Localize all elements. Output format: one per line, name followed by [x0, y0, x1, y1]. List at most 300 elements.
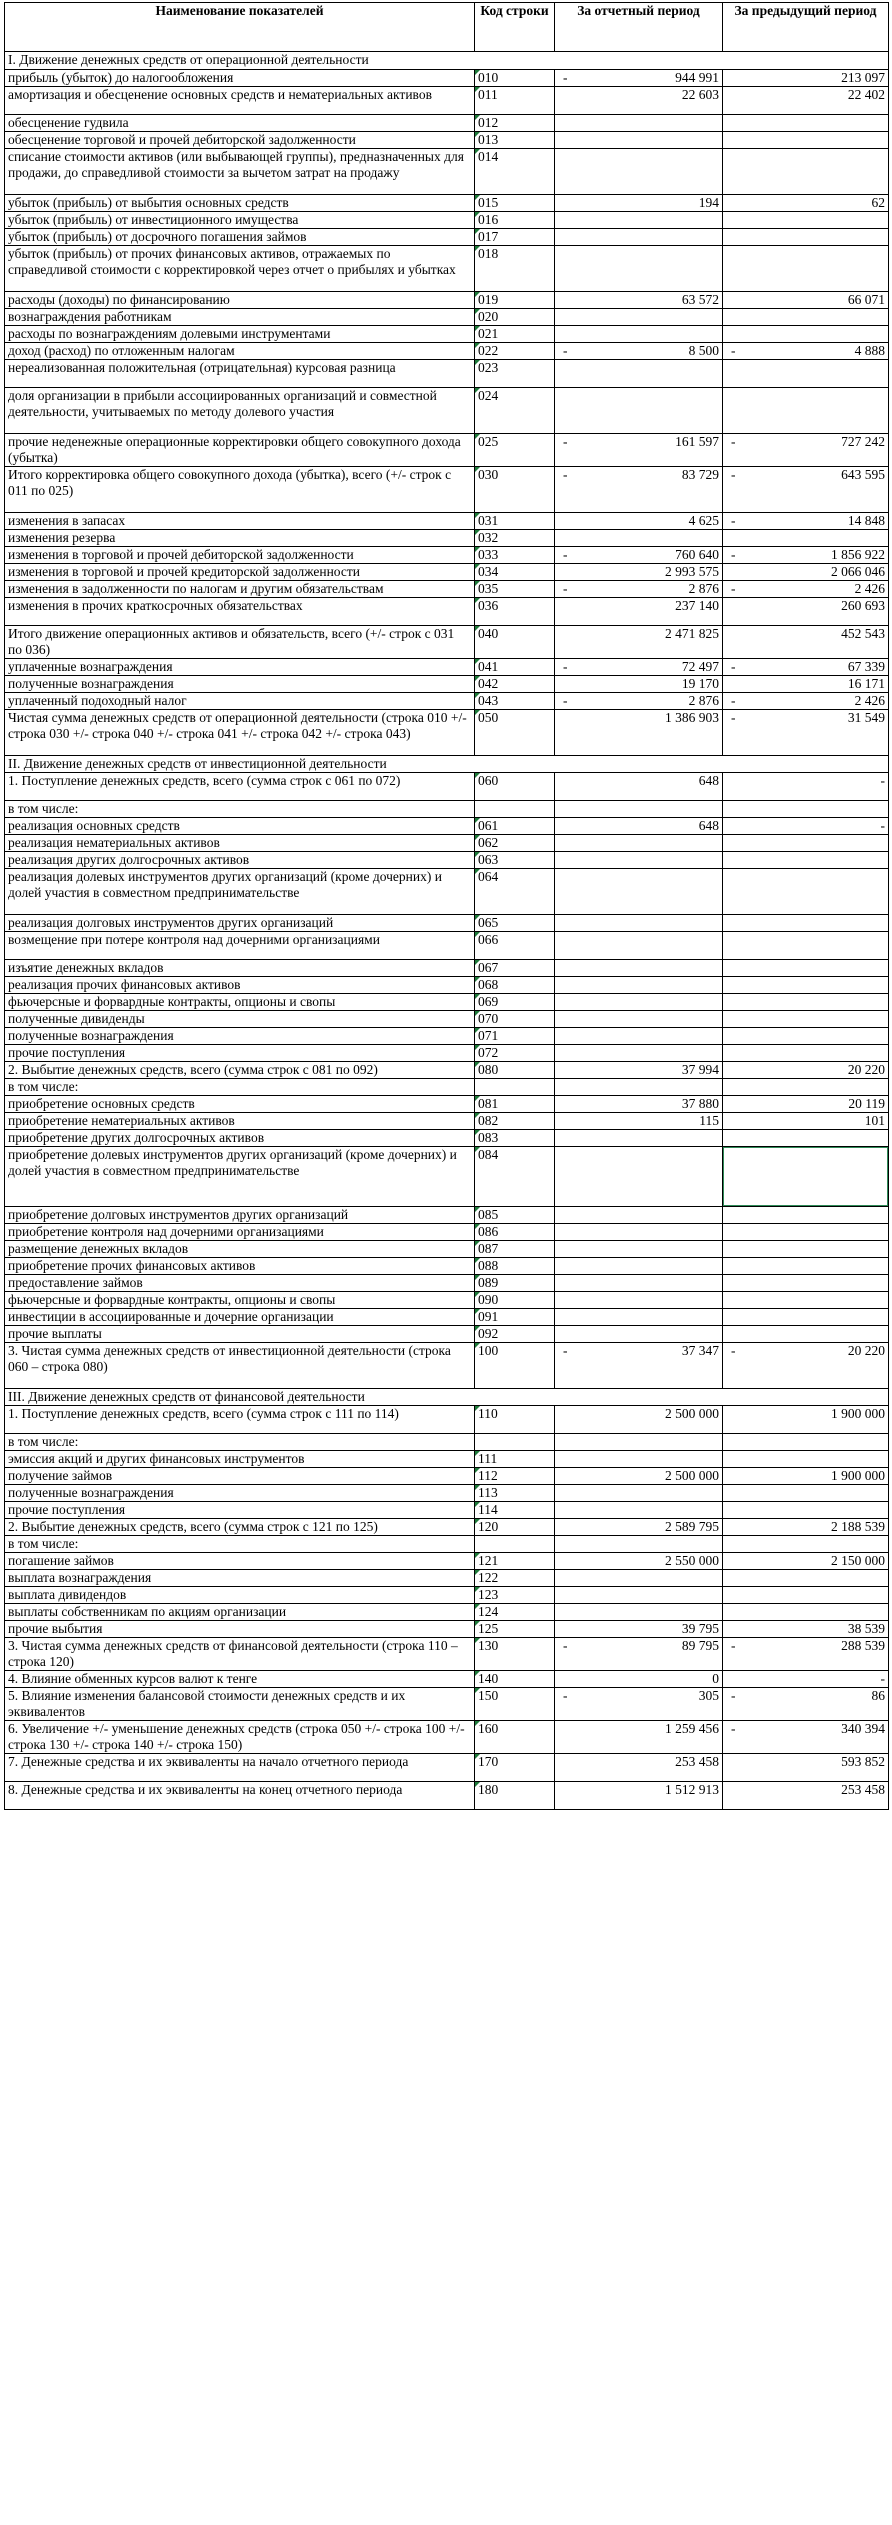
row-code: 121 [475, 1553, 555, 1570]
table-row [5, 581, 889, 598]
current-period-cell [555, 1343, 723, 1389]
previous-period-cell [723, 1604, 889, 1621]
row-name: 2. Выбытие денежных средств, всего (сумма строк с 081 по 092) [5, 1062, 475, 1079]
row-code: 063 [475, 852, 555, 869]
table-row [5, 309, 889, 326]
current-period-cell [555, 915, 723, 932]
previous-period-cell [723, 994, 889, 1011]
table-row [5, 1147, 889, 1207]
row-name: Итого корректировка общего совокупного дохода (убытка), всего (+/- строк с 011 по 025) [5, 467, 475, 513]
current-period-cell [555, 1130, 723, 1147]
amount-value: 0 [712, 1671, 719, 1686]
amount-value: 39 795 [681, 1621, 719, 1636]
row-name: 2. Выбытие денежных средств, всего (сумма строк с 121 по 125) [5, 1519, 475, 1536]
table-row [5, 1113, 889, 1130]
previous-period-cell [723, 1062, 889, 1079]
previous-period-cell [723, 115, 889, 132]
row-name: фьючерсные и форвардные контракты, опционы и свопы [5, 1292, 475, 1309]
row-name: реализация долевых инструментов других организаций (кроме дочерних) и долей участия в совместном предпринимательстве [5, 869, 475, 915]
current-period-cell [555, 132, 723, 149]
previous-period-cell [723, 388, 889, 434]
row-code: 012 [475, 115, 555, 132]
amount-value: 648 [698, 773, 719, 788]
row-code: 110 [475, 1406, 555, 1434]
previous-period-cell [723, 1671, 889, 1688]
previous-period-cell [723, 564, 889, 581]
negative-sign: - [563, 434, 568, 449]
current-period-cell [555, 960, 723, 977]
table-row [5, 1671, 889, 1688]
current-period-cell [555, 513, 723, 530]
amount-value: 194 [698, 195, 719, 210]
amount-value: 253 458 [675, 1754, 719, 1769]
current-period-cell [555, 1688, 723, 1721]
current-period-cell [555, 530, 723, 547]
previous-period-cell [723, 292, 889, 309]
row-code: 070 [475, 1011, 555, 1028]
current-period-cell [555, 1782, 723, 1810]
row-code: 180 [475, 1782, 555, 1810]
current-period-cell [555, 1258, 723, 1275]
current-period-cell [555, 467, 723, 513]
table-row [5, 1688, 889, 1721]
row-name: Итого движение операционных активов и обязательств, всего (+/- строк с 031 по 036) [5, 626, 475, 659]
previous-period-cell [723, 710, 889, 756]
table-row [5, 915, 889, 932]
table-row [5, 1754, 889, 1782]
table-row [5, 212, 889, 229]
table-row [5, 960, 889, 977]
row-name: изменения в торговой и прочей кредиторской задолженности [5, 564, 475, 581]
amount-value: - [880, 773, 885, 788]
header-previous: За предыдущий период [723, 3, 889, 52]
table-row [5, 1451, 889, 1468]
amount-value: 20 220 [847, 1062, 885, 1077]
current-period-cell [555, 229, 723, 246]
amount-value: 22 603 [681, 87, 719, 102]
row-code: 124 [475, 1604, 555, 1621]
current-period-cell [555, 1638, 723, 1671]
row-code: 083 [475, 1130, 555, 1147]
current-period-cell [555, 676, 723, 693]
row-name: изменения в прочих краткосрочных обязательствах [5, 598, 475, 626]
current-period-cell [555, 115, 723, 132]
header-name: Наименование показателей [5, 3, 475, 52]
row-code: 036 [475, 598, 555, 626]
negative-sign: - [731, 1343, 736, 1358]
table-row [5, 1292, 889, 1309]
row-code: 034 [475, 564, 555, 581]
row-code: 025 [475, 434, 555, 467]
previous-period-cell [723, 1147, 889, 1207]
previous-period-cell [723, 676, 889, 693]
negative-sign: - [731, 581, 736, 596]
table-row [5, 513, 889, 530]
row-name: изменения резерва [5, 530, 475, 547]
current-period-cell [555, 434, 723, 467]
current-period-cell [555, 710, 723, 756]
negative-sign: - [563, 659, 568, 674]
previous-period-cell [723, 1782, 889, 1810]
row-code: 060 [475, 773, 555, 801]
amount-value: 253 458 [841, 1782, 885, 1797]
previous-period-cell [723, 818, 889, 835]
amount-value: - [880, 1671, 885, 1686]
row-name: приобретение нематериальных активов [5, 1113, 475, 1130]
current-period-cell [555, 1468, 723, 1485]
row-code: 084 [475, 1147, 555, 1207]
table-row [5, 229, 889, 246]
previous-period-cell [723, 932, 889, 960]
table-row [5, 869, 889, 915]
amount-value: 2 993 575 [665, 564, 719, 579]
previous-period-cell [723, 547, 889, 564]
previous-period-cell [723, 87, 889, 115]
row-name: доход (расход) по отложенным налогам [5, 343, 475, 360]
row-name: полученные дивиденды [5, 1011, 475, 1028]
negative-sign: - [731, 513, 736, 528]
previous-period-cell [723, 801, 889, 818]
previous-period-cell [723, 1309, 889, 1326]
row-code: 085 [475, 1207, 555, 1224]
previous-period-cell [723, 1638, 889, 1671]
row-code [475, 1434, 555, 1451]
row-name: уплаченные вознаграждения [5, 659, 475, 676]
row-name: изменения в торговой и прочей дебиторской задолженности [5, 547, 475, 564]
row-code: 089 [475, 1275, 555, 1292]
previous-period-cell [723, 195, 889, 212]
row-name: полученные вознаграждения [5, 676, 475, 693]
row-name: доля организации в прибыли ассоциированных организаций и совместной деятельности, учитываемых по методу долевого участия [5, 388, 475, 434]
amount-value: 1 900 000 [831, 1468, 885, 1483]
current-period-cell [555, 1434, 723, 1451]
table-row [5, 626, 889, 659]
table-row [5, 1045, 889, 1062]
amount-value: 2 188 539 [831, 1519, 885, 1534]
row-name: убыток (прибыль) от досрочного погашения займов [5, 229, 475, 246]
row-code: 019 [475, 292, 555, 309]
previous-period-cell [723, 467, 889, 513]
row-code: 111 [475, 1451, 555, 1468]
previous-period-cell [723, 1406, 889, 1434]
table-row [5, 932, 889, 960]
amount-value: 37 994 [681, 1062, 719, 1077]
row-name: прибыль (убыток) до налогообложения [5, 70, 475, 87]
previous-period-cell [723, 835, 889, 852]
current-period-cell [555, 547, 723, 564]
current-period-cell [555, 1309, 723, 1326]
row-code: 170 [475, 1754, 555, 1782]
current-period-cell [555, 1451, 723, 1468]
current-period-cell [555, 87, 723, 115]
current-period-cell [555, 1754, 723, 1782]
row-name: Чистая сумма денежных средств от операционной деятельности (строка 010 +/- строка 030 +/- строка 040 +/- строка 041 +/- строка 042 +/- строка 043) [5, 710, 475, 756]
row-name: фьючерсные и форвардные контракты, опционы и свопы [5, 994, 475, 1011]
table-row [5, 115, 889, 132]
table-row [5, 1309, 889, 1326]
table-row [5, 434, 889, 467]
row-name: в том числе: [5, 1434, 475, 1451]
table-row [5, 360, 889, 388]
current-period-cell [555, 773, 723, 801]
current-period-cell [555, 212, 723, 229]
amount-value: 38 539 [847, 1621, 885, 1636]
table-row [5, 70, 889, 87]
row-name: выплата дивидендов [5, 1587, 475, 1604]
current-period-cell [555, 149, 723, 195]
row-code: 066 [475, 932, 555, 960]
table-row [5, 1275, 889, 1292]
row-code: 123 [475, 1587, 555, 1604]
row-name: прочие выбытия [5, 1621, 475, 1638]
previous-period-cell [723, 212, 889, 229]
table-row [5, 676, 889, 693]
row-name: 3. Чистая сумма денежных средств от инвестиционной деятельности (строка 060 – строка 080) [5, 1343, 475, 1389]
previous-period-cell [723, 149, 889, 195]
negative-sign: - [563, 693, 568, 708]
previous-period-cell [723, 1451, 889, 1468]
row-code: 033 [475, 547, 555, 564]
amount-value: 31 549 [847, 710, 885, 725]
previous-period-cell [723, 530, 889, 547]
row-code: 043 [475, 693, 555, 710]
row-code: 091 [475, 1309, 555, 1326]
negative-sign: - [563, 581, 568, 596]
negative-sign: - [731, 659, 736, 674]
current-period-cell [555, 1485, 723, 1502]
row-code: 011 [475, 87, 555, 115]
table-row [5, 132, 889, 149]
amount-value: 72 497 [681, 659, 719, 674]
amount-value: 1 259 456 [665, 1721, 719, 1736]
row-name: обесценение гудвила [5, 115, 475, 132]
table-row [5, 1224, 889, 1241]
amount-value: 22 402 [847, 87, 885, 102]
row-name: 7. Денежные средства и их эквиваленты на начало отчетного периода [5, 1754, 475, 1782]
row-code: 150 [475, 1688, 555, 1721]
table-row [5, 1343, 889, 1389]
amount-value: 2 471 825 [665, 626, 719, 641]
negative-sign: - [731, 1688, 736, 1703]
previous-period-cell [723, 132, 889, 149]
row-name: реализация долговых инструментов других организаций [5, 915, 475, 932]
row-name: приобретение долговых инструментов других организаций [5, 1207, 475, 1224]
table-row [5, 343, 889, 360]
header-current: За отчетный период [555, 3, 723, 52]
current-period-cell [555, 388, 723, 434]
table-row [5, 1782, 889, 1810]
amount-value: 37 880 [681, 1096, 719, 1111]
current-period-cell [555, 659, 723, 676]
previous-period-cell [723, 360, 889, 388]
table-row [5, 292, 889, 309]
row-code: 014 [475, 149, 555, 195]
previous-period-cell [723, 1113, 889, 1130]
table-row [5, 1130, 889, 1147]
current-period-cell [555, 852, 723, 869]
current-period-cell [555, 994, 723, 1011]
row-name: изменения в запасах [5, 513, 475, 530]
row-code: 086 [475, 1224, 555, 1241]
current-period-cell [555, 1406, 723, 1434]
row-code: 010 [475, 70, 555, 87]
table-row [5, 1028, 889, 1045]
amount-value: 2 066 046 [831, 564, 885, 579]
row-code: 114 [475, 1502, 555, 1519]
row-code [475, 801, 555, 818]
row-code: 041 [475, 659, 555, 676]
row-name: прочие выплаты [5, 1326, 475, 1343]
amount-value: 37 347 [681, 1343, 719, 1358]
amount-value: 66 071 [847, 292, 885, 307]
row-code: 050 [475, 710, 555, 756]
previous-period-cell [723, 343, 889, 360]
current-period-cell [555, 1553, 723, 1570]
amount-value: 8 500 [688, 343, 719, 358]
table-row [5, 659, 889, 676]
row-name: полученные вознаграждения [5, 1028, 475, 1045]
header-code: Код строки [475, 3, 555, 52]
amount-value: 340 394 [841, 1721, 885, 1736]
previous-period-cell [723, 1292, 889, 1309]
current-period-cell [555, 1275, 723, 1292]
table-row [5, 1241, 889, 1258]
current-period-cell [555, 1207, 723, 1224]
row-code: 018 [475, 246, 555, 292]
negative-sign: - [731, 547, 736, 562]
table-row [5, 1096, 889, 1113]
table-row [5, 1553, 889, 1570]
table-row [5, 773, 889, 801]
row-name: уплаченный подоходный налог [5, 693, 475, 710]
row-name: приобретение основных средств [5, 1096, 475, 1113]
amount-value: 213 097 [841, 70, 885, 85]
amount-value: 260 693 [841, 598, 885, 613]
amount-value: 237 140 [675, 598, 719, 613]
previous-period-cell [723, 1275, 889, 1292]
row-code: 130 [475, 1638, 555, 1671]
row-name: обесценение торговой и прочей дебиторской задолженности [5, 132, 475, 149]
amount-value: 643 595 [841, 467, 885, 482]
row-code: 080 [475, 1062, 555, 1079]
row-code: 064 [475, 869, 555, 915]
current-period-cell [555, 1045, 723, 1062]
current-period-cell [555, 626, 723, 659]
previous-period-cell [723, 977, 889, 994]
row-code [475, 1079, 555, 1096]
amount-value: 161 597 [675, 434, 719, 449]
amount-value: 1 900 000 [831, 1406, 885, 1421]
row-name: погашение займов [5, 1553, 475, 1570]
row-name: 3. Чистая сумма денежных средств от финансовой деятельности (строка 110 – строка 120) [5, 1638, 475, 1671]
row-name: убыток (прибыль) от прочих финансовых активов, отражаемых по справедливой стоимости с корректировкой через отчет о прибылях и убытках [5, 246, 475, 292]
row-name: убыток (прибыль) от инвестиционного имущества [5, 212, 475, 229]
row-name: 1. Поступление денежных средств, всего (сумма строк с 111 по 114) [5, 1406, 475, 1434]
current-period-cell [555, 1502, 723, 1519]
current-period-cell [555, 246, 723, 292]
table-row [5, 1326, 889, 1343]
table-row [5, 1638, 889, 1671]
table-row [5, 852, 889, 869]
row-code: 120 [475, 1519, 555, 1536]
previous-period-cell [723, 1011, 889, 1028]
previous-period-cell [723, 1721, 889, 1754]
current-period-cell [555, 1113, 723, 1130]
amount-value: 2 550 000 [665, 1553, 719, 1568]
amount-value: 648 [698, 818, 719, 833]
negative-sign: - [731, 467, 736, 482]
amount-value: 2 876 [688, 693, 719, 708]
current-period-cell [555, 1292, 723, 1309]
previous-period-cell [723, 1502, 889, 1519]
previous-period-cell [723, 1587, 889, 1604]
row-name: изменения в задолженности по налогам и другим обязательствам [5, 581, 475, 598]
current-period-cell [555, 1062, 723, 1079]
row-name: выплата вознаграждения [5, 1570, 475, 1587]
previous-period-cell [723, 434, 889, 467]
current-period-cell [555, 70, 723, 87]
negative-sign: - [563, 1638, 568, 1653]
table-row [5, 835, 889, 852]
current-period-cell [555, 1224, 723, 1241]
previous-period-cell [723, 869, 889, 915]
previous-period-cell [723, 1241, 889, 1258]
row-code: 125 [475, 1621, 555, 1638]
amount-value: 2 150 000 [831, 1553, 885, 1568]
row-name: 5. Влияние изменения балансовой стоимости денежных средств и их эквивалентов [5, 1688, 475, 1721]
row-name: списание стоимости активов (или выбывающей группы), предназначенных для продажи, до справедливой стоимости за вычетом затрат на продажу [5, 149, 475, 195]
table-row [5, 1207, 889, 1224]
row-code: 113 [475, 1485, 555, 1502]
table-row [5, 326, 889, 343]
negative-sign: - [731, 434, 736, 449]
row-name: расходы (доходы) по финансированию [5, 292, 475, 309]
previous-period-cell [723, 229, 889, 246]
previous-period-cell [723, 1343, 889, 1389]
row-code: 017 [475, 229, 555, 246]
current-period-cell [555, 1519, 723, 1536]
previous-period-cell [723, 598, 889, 626]
previous-period-cell [723, 1621, 889, 1638]
current-period-cell [555, 1147, 723, 1207]
row-code: 088 [475, 1258, 555, 1275]
amount-value: 452 543 [841, 626, 885, 641]
table-row [5, 564, 889, 581]
table-row [5, 195, 889, 212]
row-name: изъятие денежных вкладов [5, 960, 475, 977]
amount-value: 115 [699, 1113, 719, 1128]
row-code: 160 [475, 1721, 555, 1754]
table-row [5, 1519, 889, 1536]
previous-period-cell [723, 915, 889, 932]
previous-period-cell [723, 1519, 889, 1536]
amount-value: 19 170 [681, 676, 719, 691]
previous-period-cell [723, 246, 889, 292]
current-period-cell [555, 835, 723, 852]
row-name: расходы по вознаграждениям долевыми инструментами [5, 326, 475, 343]
amount-value: 1 512 913 [665, 1782, 719, 1797]
previous-period-cell [723, 693, 889, 710]
row-code: 092 [475, 1326, 555, 1343]
current-period-cell [555, 195, 723, 212]
row-name: инвестиции в ассоциированные и дочерние организации [5, 1309, 475, 1326]
row-code: 035 [475, 581, 555, 598]
previous-period-cell [723, 1258, 889, 1275]
row-code: 090 [475, 1292, 555, 1309]
section-row [5, 52, 889, 70]
amount-value: 760 640 [675, 547, 719, 562]
amount-value: 101 [864, 1113, 885, 1128]
